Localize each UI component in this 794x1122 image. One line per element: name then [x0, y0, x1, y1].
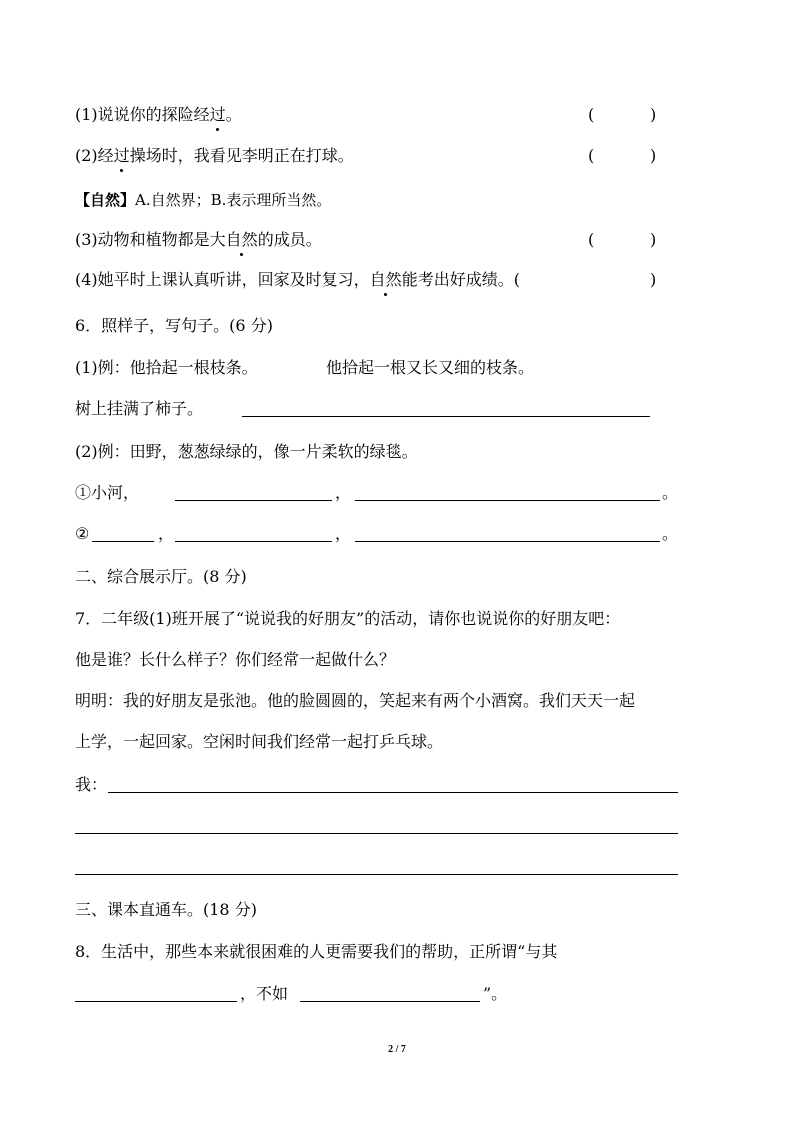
q8-mid-text: ，不如 [240, 984, 289, 1003]
q7-me-label: 我： [75, 775, 108, 794]
comma: ， [158, 524, 175, 543]
emphasis-dot-text: 自然 [225, 230, 258, 249]
q6-row-2-label: ② [75, 524, 90, 543]
q7-example-line-1: 明明：我的好朋友是张池。他的脸圆圆的，笑起来有两个小酒窝。我们天天一起 [75, 691, 636, 710]
comma: ， [335, 483, 352, 502]
q6-title: 6．照样子，写句子。(6 分) [75, 316, 273, 335]
q6-prompt: 树上挂满了柿子。 [75, 399, 204, 418]
answer-paren-close: ) [650, 270, 657, 289]
answer-blank[interactable] [75, 1001, 237, 1002]
answer-blank[interactable] [92, 541, 154, 542]
q7-example-line-2: 上学，一起回家。空闲时间我们经常一起打乒乓球。 [75, 732, 444, 751]
answer-blank[interactable] [242, 416, 650, 417]
answer-paren-open: ( [588, 105, 595, 124]
answer-blank[interactable] [175, 500, 332, 501]
q5-sentence-3: (3)动物和植物都是大自然的成员。 [75, 230, 322, 249]
answer-paren-open: ( [588, 146, 595, 165]
section-3-title: 三、课本直通车。(18 分) [75, 900, 257, 919]
emphasis-dot-text: 自然 [369, 270, 402, 289]
writing-line[interactable] [75, 833, 678, 834]
answer-blank[interactable] [355, 541, 660, 542]
period: 。 [662, 524, 679, 543]
q6-example-1-answer: 他拾起一根又长又细的枝条。 [326, 358, 535, 377]
answer-paren-open: ( [588, 230, 595, 249]
q8-end-text: ”。 [483, 984, 508, 1003]
answer-paren-close: ) [650, 230, 657, 249]
q6-example-1: (1)例：他拾起一根枝条。 [75, 358, 258, 377]
period: 。 [662, 483, 679, 502]
section-2-title: 二、综合展示厅。(8 分) [75, 567, 247, 586]
q7-line-1: 7．二年级(1)班开展了“说说我的好朋友”的活动，请你也说说你的好朋友吧： [75, 609, 621, 628]
q6-row-1-label: ①小河， [75, 483, 140, 502]
q8-line-1: 8．生活中，那些本来就很困难的人更需要我们的帮助，正所谓“与其 [75, 942, 558, 961]
answer-blank[interactable] [300, 1001, 480, 1002]
answer-blank[interactable] [355, 500, 660, 501]
writing-line[interactable] [108, 792, 678, 793]
q5-sentence-1: (1)说说你的探险经过。 [75, 105, 242, 124]
page-number: 2 / 7 [388, 1044, 406, 1055]
q7-line-2: 他是谁？长什么样子？你们经常一起做什么？ [75, 650, 396, 669]
comma: ， [335, 524, 352, 543]
answer-paren-close: ) [650, 105, 657, 124]
emphasis-dot-text: 过 [113, 146, 130, 165]
q5-sentence-2: (2)经过操场时，我看见李明正在打球。 [75, 146, 354, 165]
ziran-definition: 【自然】A.自然界；B.表示理所当然。 [75, 191, 332, 209]
emphasis-dot-text: 过 [209, 105, 226, 124]
answer-paren-close: ) [650, 146, 657, 165]
answer-blank[interactable] [175, 541, 332, 542]
q5-sentence-4: (4)她平时上课认真听讲，回家及时复习，自然能考出好成绩。( [75, 270, 520, 289]
q6-example-2: (2)例：田野，葱葱绿绿的，像一片柔软的绿毯。 [75, 442, 418, 461]
writing-line[interactable] [75, 874, 678, 875]
